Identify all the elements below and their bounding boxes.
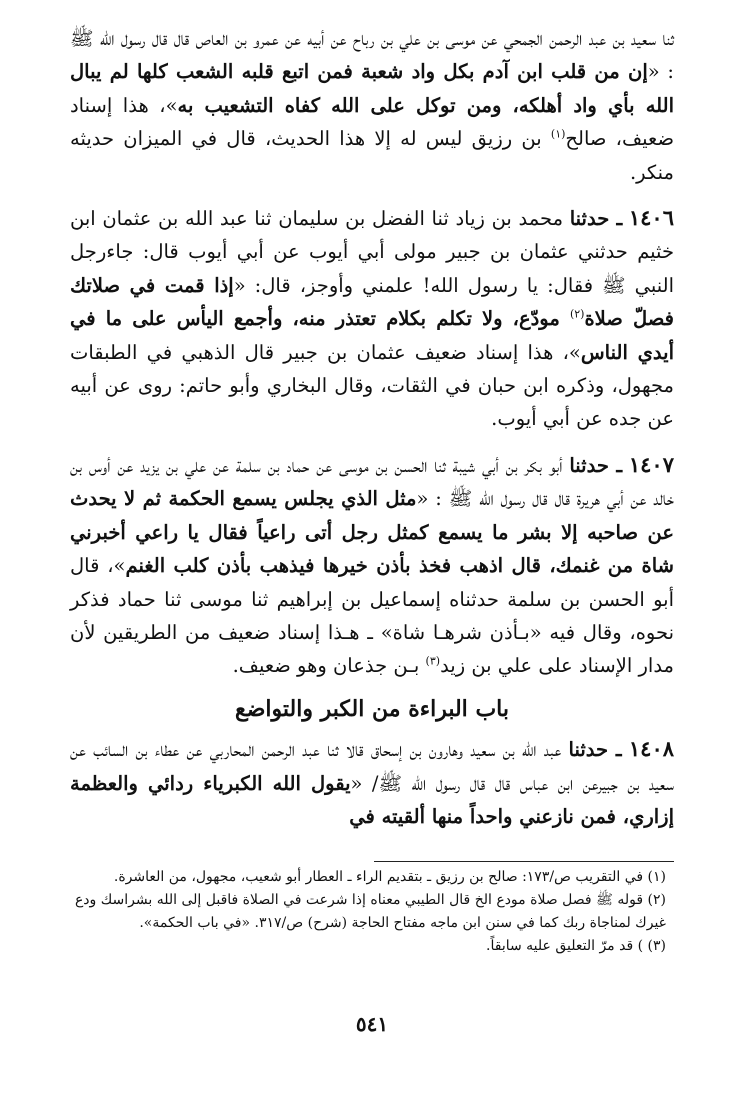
footnote-text: ) قد مرّ التعليق عليه سابقاً.	[486, 938, 648, 954]
intro-text2: »، هذا إسناد ضعيف، صالح	[70, 93, 674, 151]
hadith-text: إذا قمت في صلاتك فصلّ صلاة	[70, 273, 674, 331]
hadith-text-2: مودّع، ولا تكلم بكلام تعتذر منه، وأجمع اليأس على ما في أيدي الناس	[70, 307, 675, 364]
footnote-divider	[374, 861, 674, 862]
hadith-number: ١٤٠٨	[628, 736, 675, 762]
main-text	[70, 22, 674, 833]
footnote-ref-1[interactable]: (١)	[550, 127, 566, 141]
hadith-text: مثل الذي يجلس يسمع الحكمة ثم لا يحدث عن صاحبه إلا بشر ما يسمع كمثل رجل أتى راعياً فقال يا راعي أخبرني شاة من غنمك، قال اذهب فخذ بأذن خيرها فيذهب بأذن كلب الغنم	[70, 487, 674, 578]
footnotes	[70, 866, 666, 958]
footnote-ref-3[interactable]: (٣)	[425, 654, 441, 668]
hadith-1408	[70, 732, 674, 833]
haddathana-keyword: ـ حدثنا	[569, 453, 623, 477]
footnote-1	[70, 866, 666, 889]
intro-text: ثنا سعيد بن عبد الرحمن الجمحي عن موسى بن علي بن رباح عن أبيه عن عمرو بن العاص قال قال رسول الله ﷺ : «	[70, 27, 674, 84]
footnote-mark: (١)	[647, 869, 666, 885]
hadith-1407	[70, 448, 674, 683]
hadith-number: ١٤٠٦	[628, 205, 674, 231]
haddathana-keyword: ـ حدثنا	[568, 738, 622, 762]
intro-paragraph	[70, 22, 674, 189]
footnote-mark: (٣)	[647, 938, 666, 954]
hadith-1406	[70, 201, 674, 436]
footnote-mark: (٢)	[647, 892, 666, 908]
footnote-text: في التقريب ص/١٧٣: صالح بن رزيق ـ بتقديم الراء ـ العطار أبو شعيب، مجهول، من العاشرة.	[113, 869, 648, 885]
hadith-text: يقول الله الكبرياء ردائي والعظمة إزاري، فمن نازعني واحداً منها ألقيته في	[70, 771, 674, 828]
commentary-text: »، قال أبو الحسن بن سلمة حدثناه إسماعيل بن إبراهيم ثنا موسى ثنا حماد فذكر نحوه، وقال فيه «بـأذن شرهـا شاة» ـ هـذا إسناد ضعيف من الطريقين لأن مدار الإسناد على علي بن زيد	[70, 554, 674, 678]
footnote-2	[70, 889, 666, 935]
footnote-ref-2[interactable]: (٢)	[569, 307, 585, 321]
chapter-heading: باب البراءة من الكبر والتواضع	[235, 695, 509, 722]
isnad-text: أبو بكر بن أبي شيبة ثنا الحسن بن موسى عن حماد بن سلمة عن علي بن يزيد عن أوس بن خالد عن أبي هريرة قال قال رسول الله ﷺ : «	[70, 453, 674, 511]
isnad-text: محمد بن زياد ثنا الفضل بن سليمان ثنا عبد الله بن عثمان ابن خثيم حدثني عثمان بن جبير مولى أبي أيوب عن أبي أيوب قال: جاءرجل النبي ﷺ فقال: يا رسول الله! علمني وأوجز، قال: «	[70, 207, 674, 297]
intro-hadith: إن من قلب ابن آدم بكل واد شعبة فمن اتبع قلبه الشعب كلها لم يبال الله بأي واد أهلكه، ومن توكل على الله كفاه التشعيب به	[70, 60, 674, 117]
commentary-text-end: بـن جذعان وهو ضعيف.	[232, 654, 426, 678]
isnad-text: عبد الله بن سعيد وهارون بن إسحاق قالا ثنا عبد الرحمن المحاربي عن عطاء بن السائب عن سعيد بن جبيرعن ابن عباس قال قال رسول الله ﷺ/ «	[70, 738, 675, 795]
page-number: ٥٤١	[355, 1012, 389, 1036]
commentary-text: »، هذا إسناد ضعيف عثمان بن جبير قال الذهبي في الطبقات مجهول، وذكره ابن حبان في الثقات، وقال البخاري وأبو حاتم: روى عن أبيه عن جده عن أبي أيوب.	[70, 340, 674, 431]
haddathana-keyword: ـ حدثنا	[569, 207, 623, 231]
footnote-text: قوله ﷺ فصل صلاة مودع الخ قال الطيبي معناه إذا شرعت في الصلاة فاقبل إلى الله بشراسك ودع غيرك لمناجاة ربك كما في سنن ابن ماجه مفتاح الحاجة (شرح) ص/٣١٧. «في باب الحكمة».	[74, 892, 666, 931]
footnote-3	[70, 935, 666, 958]
hadith-number: ١٤٠٧	[628, 451, 674, 477]
intro-text3: بن رزيق ليس له إلا هذا الحديث، قال في الميزان حديثه منكر.	[70, 127, 674, 184]
